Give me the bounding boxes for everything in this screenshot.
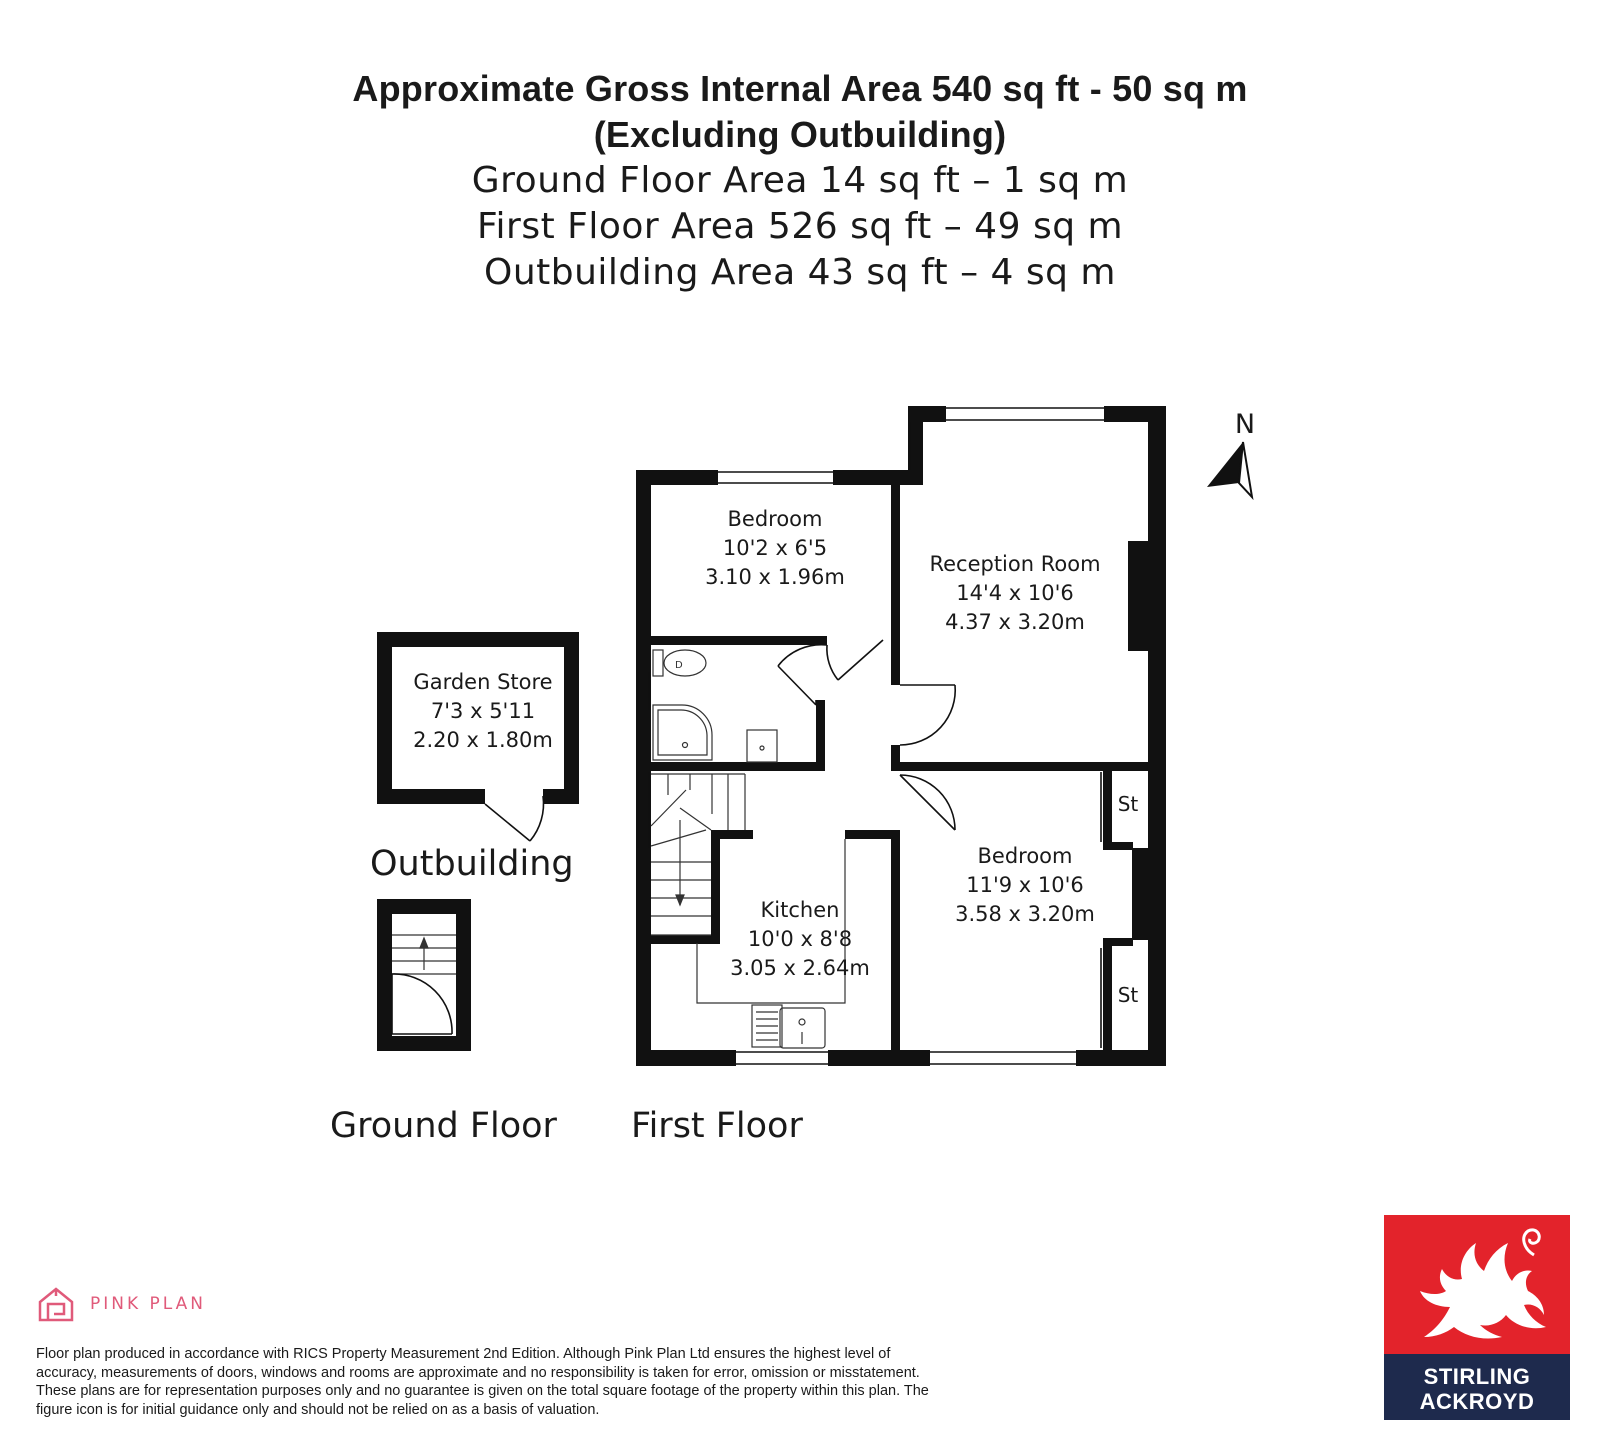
ground-floor-stairs <box>392 935 456 974</box>
disclaimer-text: Floor plan produced in accordance with RICS Property Measurement 2nd Edition. Although Pink Plan Ltd ensures the highest level of accuracy, measurements of doors, windows and rooms are approximate and no responsibility is taken for error, omission or misstatement. These plans are for representation purposes only and no guarantee is given on the total square footage of the property within this plan. The figure icon is for initial guidance only and should not be relied on as a basis of valuation. <box>36 1346 929 1418</box>
reception-name: Reception Room <box>929 552 1101 576</box>
excluding-note: (Excluding Outbuilding) <box>593 114 1007 155</box>
reception-metric: 4.37 x 3.20m <box>945 610 1085 634</box>
storage-label-lower: St <box>1117 983 1139 1007</box>
bedroom2-imperial: 11'9 x 10'6 <box>966 873 1084 897</box>
bedroom2-name: Bedroom <box>977 844 1073 868</box>
garden-store-imperial: 7'3 x 5'11 <box>430 699 536 723</box>
kitchen-metric: 3.05 x 2.64m <box>730 956 870 980</box>
agent-name-line2: ACKROYD <box>1419 1389 1535 1414</box>
stirling-ackroyd-logo <box>1384 1215 1570 1420</box>
kitchen-name: Kitchen <box>760 898 840 922</box>
pink-plan-logo <box>36 1284 206 1324</box>
room-labels <box>413 507 1138 1007</box>
gross-area-title: Approximate Gross Internal Area 540 sq ft - 50 sq m <box>352 68 1248 109</box>
griffin-icon <box>1384 1215 1570 1354</box>
ground-floor-label: Ground Floor <box>330 1106 557 1146</box>
first-floor-stairs <box>651 774 745 935</box>
north-compass-icon <box>1207 409 1255 497</box>
first-floor-windows <box>638 408 1104 1064</box>
first-floor-label: First Floor <box>631 1106 803 1146</box>
outbuilding-area: Outbuilding Area 43 sq ft – 4 sq m <box>483 252 1116 293</box>
outbuilding-door <box>485 796 544 841</box>
compass-north-label: N <box>1234 409 1256 440</box>
first-floor-walls <box>636 406 1166 1066</box>
storage-label-upper: St <box>1117 792 1139 816</box>
logo-navy-panel <box>1384 1354 1570 1420</box>
logo-red-panel <box>1384 1215 1570 1354</box>
reception-imperial: 14'4 x 10'6 <box>956 581 1074 605</box>
svg-text:D: D <box>675 660 683 671</box>
bedroom2-metric: 3.58 x 3.20m <box>955 902 1095 926</box>
pink-plan-brand: PINK PLAN <box>90 1294 206 1314</box>
ground-floor-area: Ground Floor Area 14 sq ft – 1 sq m <box>471 160 1129 201</box>
garden-store-metric: 2.20 x 1.80m <box>413 728 553 752</box>
ground-floor-walls <box>377 899 471 1051</box>
ground-floor-door <box>392 974 452 1034</box>
bathroom-fixtures <box>653 650 777 762</box>
bedroom1-imperial: 10'2 x 6'5 <box>722 536 828 560</box>
kitchen-imperial: 10'0 x 8'8 <box>747 927 853 951</box>
garden-store-name: Garden Store <box>413 670 553 694</box>
house-icon <box>36 1284 76 1324</box>
bedroom1-name: Bedroom <box>727 507 823 531</box>
outbuilding-floor-label: Outbuilding <box>370 844 574 884</box>
bedroom1-metric: 3.10 x 1.96m <box>705 565 845 589</box>
agent-name-line1: STIRLING <box>1423 1364 1531 1389</box>
first-floor-area: First Floor Area 526 sq ft – 49 sq m <box>476 206 1124 247</box>
